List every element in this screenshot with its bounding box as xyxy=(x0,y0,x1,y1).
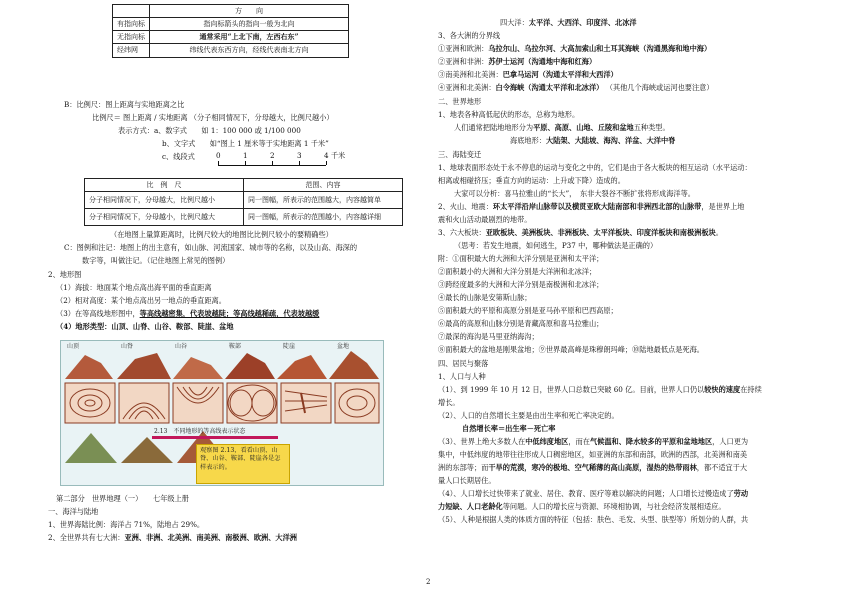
fact-line: ⑧面积最大的盆地是刚果盆地；⑨世界最高峰是珠穆朗玛峰；⑩陆地最低点是死海。 xyxy=(438,345,704,354)
pop-line xyxy=(438,502,726,512)
oceans-line xyxy=(500,18,637,28)
fact-line: ④最长的山脉是安第斯山脉； xyxy=(438,293,532,302)
terrain-line xyxy=(510,136,675,146)
scale-tick-label: 0 xyxy=(216,151,221,160)
pop-line xyxy=(438,437,748,447)
pop-pre: （3）、世界上绝大多数人在 xyxy=(438,437,526,446)
pop-line: （2）、人口的自然增长主要是由出生率和死亡率决定的。 xyxy=(438,411,619,420)
boundary-pre: ④亚洲和北美洲： xyxy=(438,83,496,92)
scale-form-a: 表示方式：a、数字式 如 1：100 000 或 1/100 000 xyxy=(118,126,301,135)
pop-bold: 劳动 xyxy=(733,489,749,498)
boundary-item xyxy=(438,70,618,80)
terrain-pre: 海底地形： xyxy=(510,136,546,145)
pop-line: 增长。 xyxy=(438,398,460,407)
table-cell: 同一图幅，所表示的范围越小，内容越详细 xyxy=(244,209,403,226)
pop-line: （5）、人种是根据人类的体质方面的特征（包括：肤色、毛发、头型、肤型等）所划分的人群，共 xyxy=(438,515,749,524)
part2-section: 一、海洋与陆地 xyxy=(48,507,99,516)
boundary-item xyxy=(438,44,711,54)
scale-table-header: 比 例 尺 xyxy=(85,179,244,192)
fact-line: ②面积最小的大洲和大洋分别是大洋洲和北冰洋； xyxy=(438,267,597,276)
pop-mid: ，而在 xyxy=(568,437,590,446)
pop-post: ，都不适宜于大 xyxy=(696,463,748,472)
terrain-bold: 大陆架、大陆坡、海沟、洋盆、大洋中脊 xyxy=(545,136,676,145)
boundary-pre: ③南美洲和北美洲： xyxy=(438,70,503,79)
part2-heading: 第二部分 世界地理（一） 七年级上册 xyxy=(56,494,189,503)
boundary-pre: ②亚洲和非洲： xyxy=(438,57,489,66)
change-line: （思考：若发生地震，如何逃生，P37 中，哪种做法是正确的） xyxy=(454,241,658,250)
landform-item: （2）相对高度：某个地点高出另一地点的垂直距离。 xyxy=(56,296,226,305)
pop-pre: （4）、人口增长过快带来了就业、居住、教育、医疗等难以解决的问题；人口增长过慢造成了 xyxy=(438,489,734,498)
pop-bold: 较快的速度 xyxy=(704,385,741,394)
table-cell: 经纬网 xyxy=(113,44,150,57)
scale-tick xyxy=(299,161,300,165)
pop-heading: 四、居民与聚落 xyxy=(438,359,489,368)
scale-tick-label: 1 xyxy=(243,151,248,160)
pop-pre: 洲的东部等；而 xyxy=(438,463,489,472)
figure-caption-bar xyxy=(152,436,278,439)
pop-line: 量人口长期居住。 xyxy=(438,476,496,485)
figure-caption: 2.13 不同地形的等高线表示状态 xyxy=(154,428,246,435)
part2-line xyxy=(48,533,297,543)
pop-bold: 干旱的荒漠，寒冷的极地、空气稀薄的高山高原，湿热的热带雨林 xyxy=(488,463,697,472)
table-cell: 同一图幅，所表示的范围越大，内容越简单 xyxy=(244,192,403,209)
direction-table xyxy=(112,4,349,58)
continents-prefix: 2、全世界共有七大洲： xyxy=(48,533,125,542)
scale-table-header: 范围、内容 xyxy=(244,179,403,192)
terrain-pre: 人们通常把陆地地形分为 xyxy=(454,123,534,132)
label-basin: 盆地 xyxy=(337,343,350,350)
label-cliff: 陡崖 xyxy=(283,343,296,350)
terrain-line xyxy=(454,123,670,133)
contour-maps xyxy=(65,383,379,423)
boundary-pre: ①亚洲和欧洲： xyxy=(438,44,489,53)
scale-tick xyxy=(272,161,273,165)
fact-line: ⑤面积最大的平原和高原分别是亚马孙平原和巴西高原； xyxy=(438,306,618,315)
scale-tick-label: 4 千米 xyxy=(324,151,346,160)
change-pre: 2、火山、地震： xyxy=(438,202,493,211)
scale-tick xyxy=(245,161,246,165)
table-cell: 分子相同情况下，分母越大，比例尺越小 xyxy=(85,192,244,209)
observe-box: 观察图 2.13，看看山顶、山脊、山谷、鞍部、陡崖各是怎样表示的。 xyxy=(196,444,290,484)
label-summit: 山顶 xyxy=(67,343,80,350)
direction-table-empty-head xyxy=(113,5,150,18)
pop-line xyxy=(438,385,762,395)
landform-item-bold: 等高线越密集，代表坡越陡；等高线越稀疏，代表坡越缓 xyxy=(139,309,320,318)
scale-note: （在地图上量算距离时，比例尺较大的地图比比例尺较小的要精确些） xyxy=(110,230,333,239)
change-post: 。 xyxy=(715,228,723,237)
change-heading: 三、海陆变迁 xyxy=(438,150,482,159)
change-line: 大家可以分析：喜马拉雅山的“长大”， 东非大裂谷不断扩张将形成海洋等。 xyxy=(454,189,695,198)
change-post: ，是世界上地 xyxy=(701,202,745,211)
boundary-item xyxy=(438,83,714,93)
change-bold: 亚欧板块、美洲板块、非洲板块、太平洋板块、印度洋板块和南极洲板块 xyxy=(485,228,716,237)
scale-tick-label: 3 xyxy=(297,151,302,160)
direction-table-header: 方 向 xyxy=(150,5,349,18)
boundary-heading: 3、各大洲的分界线 xyxy=(438,31,501,40)
growth-formula: 自然增长率＝出生率－死亡率 xyxy=(462,424,556,433)
terrain-bold: 平原、高原、山地、丘陵和盆地 xyxy=(533,123,634,132)
part2-line: 1、世界海陆比例：海洋占 71%，陆地占 29%。 xyxy=(48,520,205,529)
fact-line: ⑦最深的海沟是马里亚纳海沟； xyxy=(438,332,539,341)
landform-item: （4）地形类型：山顶、山脊、山谷、鞍部、陡崖、盆地 xyxy=(56,322,234,331)
pop-pre: （1）、到 1999 年 10 月 12 日，世界人口总数已突破 60 亿。目前，世界人口仍以 xyxy=(438,385,705,394)
landform-item: （1）海拔：地面某个地点高出海平面的垂直距离 xyxy=(56,283,212,292)
change-line xyxy=(438,202,744,212)
boundary-post: （其他几个海峡或运河也要注意） xyxy=(609,83,714,92)
scale-tick-label: 2 xyxy=(270,151,275,160)
label-ridge: 山脊 xyxy=(121,343,134,350)
pop-line xyxy=(438,489,748,499)
scale-line xyxy=(218,165,326,166)
terrain-line: 1、地表各种高低起伏的形态，总称为地形。 xyxy=(438,110,580,119)
boundary-item xyxy=(438,57,596,67)
scale-heading: B：比例尺：图上距离与实地距离之比 xyxy=(64,100,185,109)
table-row xyxy=(113,31,349,44)
page-number: 2 xyxy=(426,578,431,586)
landform-item-prefix: （3）在等高线地形图中， xyxy=(56,309,140,318)
pop-line xyxy=(438,463,747,473)
table-cell: 有指向标 xyxy=(113,18,150,31)
legend-line-2: 数字等，叫做注记。（记住地图上常见的图例） xyxy=(82,256,230,265)
table-cell: 分子相同情况下，分母越小，比例尺越大 xyxy=(85,209,244,226)
change-line: 震和火山活动最剧烈的地带。 xyxy=(438,215,532,224)
pop-post: ，人口更为 xyxy=(712,437,749,446)
scale-table xyxy=(84,178,403,226)
oceans-prefix: 四大洋： xyxy=(500,18,529,27)
table-row xyxy=(85,209,403,226)
table-cell: 指向标箭头的指向一般为北向 xyxy=(150,18,349,31)
scale-tick xyxy=(218,161,219,165)
legend-line-1: C：图例和注记：地图上的出主意有，如山脉、河流国家、城市等的名称，以及山高、海深的 xyxy=(64,243,358,252)
mountain-row xyxy=(65,351,379,379)
landform-item xyxy=(56,309,319,319)
table-cell: 纬线代表东西方向，经线代表南北方向 xyxy=(150,44,349,57)
scale-form-b: b、文字式 如“图上 1 厘米等于实地距离 1 千米” xyxy=(162,139,329,148)
fact-line: ③跨经度最多的大洲和大洋分别是南极洲和北冰洋； xyxy=(438,280,604,289)
change-line: 相离或相碰挤压；垂直方向的运动：上升或下降）造成的。 xyxy=(438,176,625,185)
terrain-post: 五种类型。 xyxy=(633,123,670,132)
table-row xyxy=(113,44,349,57)
boundary-bold: 乌拉尔山、乌拉尔河、大高加索山和土耳其海峡（沟通黑海和地中海） xyxy=(488,44,712,53)
table-cell: 无指向标 xyxy=(113,31,150,44)
pop-bold: 气候温和、降水较多的平原和盆地地区 xyxy=(589,437,713,446)
pop-post: 等问题。人口的增长应与资源、环境相协调，与社会经济发展相适应。 xyxy=(502,502,726,511)
table-cell: 通常采用“上北下南，左西右东” xyxy=(150,31,349,44)
change-line xyxy=(438,228,723,238)
pop-line: 集中，中低纬度的地带往往形成人口稠密地区，如亚洲的东部和南部，欧洲的西部，北美洲和南美 xyxy=(438,450,748,459)
table-row xyxy=(85,192,403,209)
terrain-heading: 二、世界地形 xyxy=(438,97,482,106)
boundary-bold: 白令海峡（沟通太平洋和北冰洋） xyxy=(495,83,604,92)
continents-list: 亚洲、非洲、北美洲、南美洲、南极洲、欧洲、大洋洲 xyxy=(124,533,297,542)
landform-heading: 2、地形图 xyxy=(48,270,82,279)
table-row xyxy=(113,18,349,31)
pop-bold: 中低纬度地区 xyxy=(525,437,569,446)
change-line: 1、地球表面形态处于永不停息的运动与变化之中的，它们是由于各大板块的相互运动（水平运动： xyxy=(438,163,752,172)
label-saddle: 鞍部 xyxy=(229,343,242,350)
change-bold: 环太平洋沿岸山脉带以及横贯亚欧大陆南部和非洲西北部的山脉带 xyxy=(492,202,702,211)
scale-formula: 比例尺＝ 图上距离 / 实地距离 （分子相同情况下，分母越大，比例尺越小） xyxy=(92,113,334,122)
label-valley: 山谷 xyxy=(175,343,188,350)
oceans-list: 太平洋、大西洋、印度洋、北冰洋 xyxy=(528,18,637,27)
fact-line: ⑥最高的高原和山脉分别是青藏高原和喜马拉雅山； xyxy=(438,319,604,328)
boundary-bold: 苏伊士运河（沟通地中海和红海） xyxy=(488,57,597,66)
pop-line: 1、人口与人种 xyxy=(438,372,486,381)
pop-bold: 力短缺、人口老龄化 xyxy=(438,502,503,511)
fact-line: 附：①面积最大的大洲和大洋分别是亚洲和太平洋； xyxy=(438,254,604,263)
change-pre: 3、六大板块： xyxy=(438,228,486,237)
scale-form-c: c、线段式 xyxy=(162,152,195,161)
scale-tick xyxy=(326,161,327,165)
pop-post: 在持续 xyxy=(740,385,762,394)
boundary-bold: 巴拿马运河（沟通太平洋和大西洋） xyxy=(502,70,618,79)
